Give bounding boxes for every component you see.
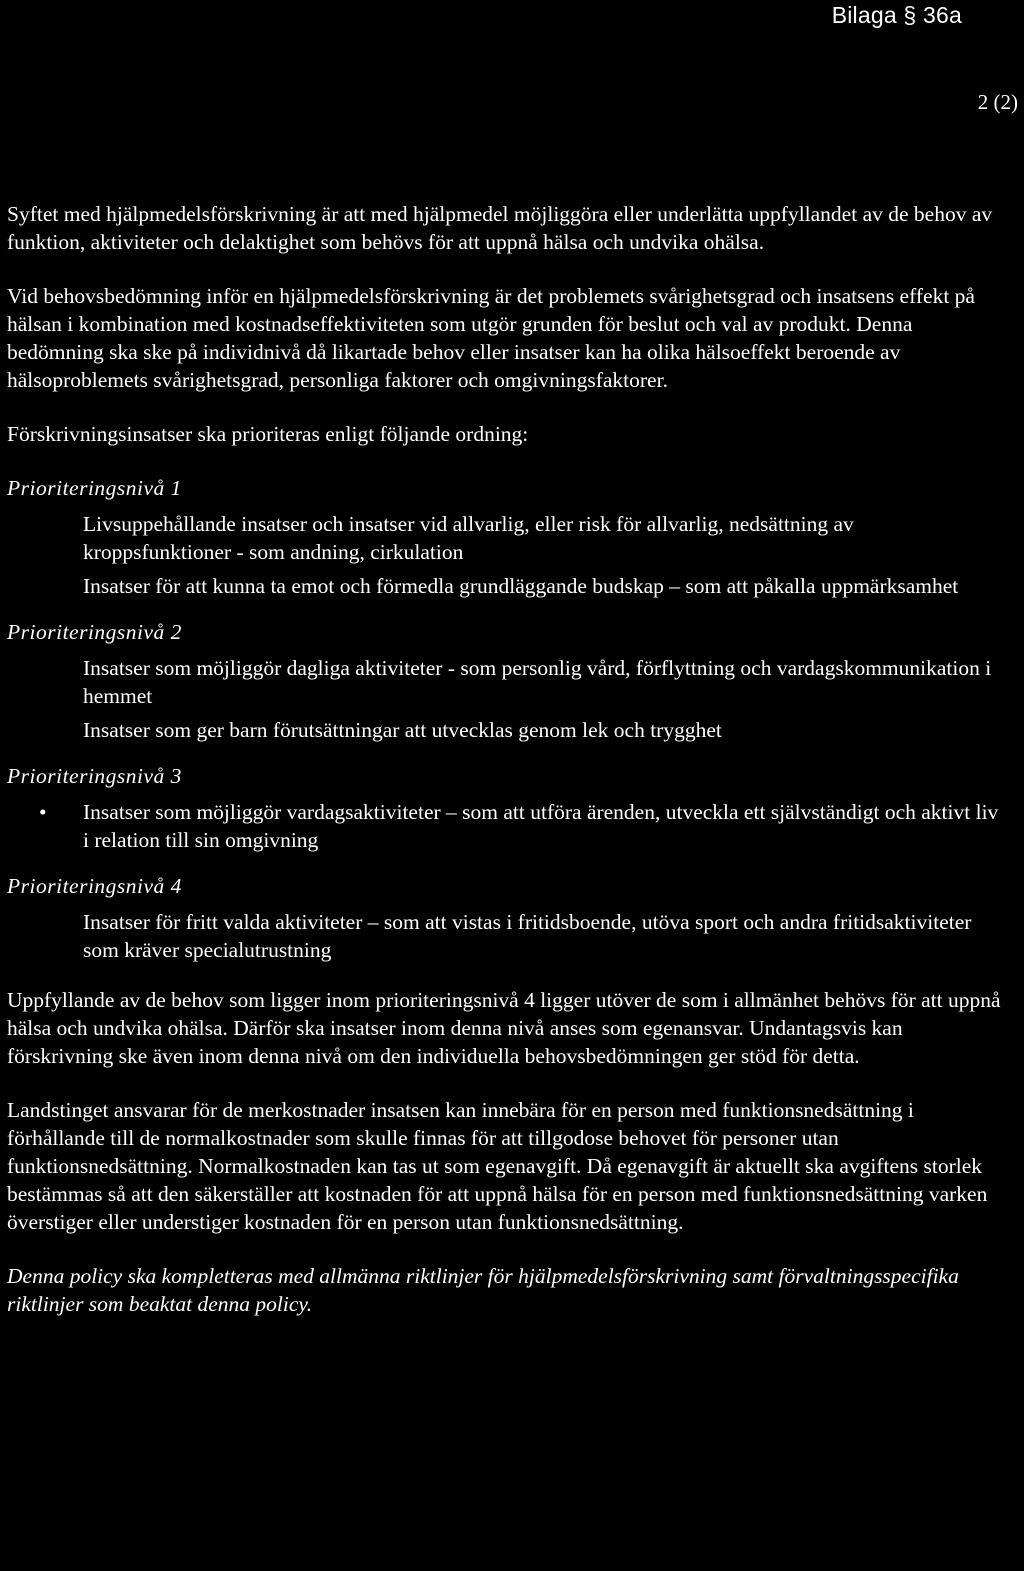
bullet-icon: • (39, 800, 47, 824)
priority-item-text: Insatser som möjliggör vardagsaktiviteter – som att utföra ärenden, utveckla ett självständigt och aktivt liv i relation till sin omgivning (83, 800, 999, 852)
paragraph-extra-costs: Landstinget ansvarar för de merkostnader insatsen kan innebära för en person med funktionsnedsättning i förhållande till de normalkostnader som skulle finnas för att tillgodose behovet för personer utan funktionsnedsättning. Normalkostnaden kan tas ut som egenavgift. Då egenavgift är aktuellt ska avgiftens storlek bestämmas så att den säkerställer att kostnaden för att uppnå hälsa för en person med funktionsnedsättning varken överstiger eller understiger kostnaden för en person utan funktionsnedsättning. (7, 1098, 988, 1234)
priority-item: Insatser som ger barn förutsättningar att utvecklas genom lek och trygghet (83, 718, 722, 742)
paragraph-assessment: Vid behovsbedömning inför en hjälpmedelsförskrivning är det problemets svårighetsgrad och insatsens effekt på hälsan i kombination med kostnadseffektiviteten som utgör grunden för beslut och val av produkt. Denna bedömning ska ske på individnivå då likartade behov eller insatser kan ha olika hälsoeffekt beroende av hälsoproblemets svårighetsgrad, personliga faktorer och omgivningsfaktorer. (7, 284, 975, 392)
priority-level-heading: Prioriteringsnivå 1 (7, 476, 182, 500)
attachment-label: Bilaga § 36a (831, 2, 962, 28)
priority-level-heading: Prioriteringsnivå 3 (7, 764, 182, 788)
priority-item (39, 798, 1007, 854)
priority-item: Insatser för fritt valda aktiviteter – som att vistas i fritidsboende, utöva sport och andra fritidsaktiviteter som kräver specialutrustning (83, 910, 972, 962)
priority-item: Insatser för att kunna ta emot och förmedla grundläggande budskap – som att påkalla uppmärksamhet (83, 574, 959, 598)
priority-level-4 (7, 872, 1007, 964)
paragraph-level-4-responsibility: Uppfyllande av de behov som ligger inom prioriteringsnivå 4 ligger utöver de som i allmänhet behövs för att uppnå hälsa och undvika ohälsa. Därför ska insatser inom denna nivå anses som egenansvar. Undantagsvis kan förskrivning ske även inom denna nivå om den individuella behovsbedömningen ger stöd för detta. (7, 988, 1001, 1068)
priority-level-heading: Prioriteringsnivå 4 (7, 874, 182, 898)
priority-item: Insatser som möjliggör dagliga aktiviteter - som personlig vård, förflyttning och vardagskommunikation i hemmet (83, 656, 992, 708)
priority-level-3 (7, 762, 1007, 854)
priority-level-1 (7, 474, 1007, 600)
priority-item: Livsuppehållande insatser och insatser vid allvarlig, eller risk för allvarlig, nedsättning av kroppsfunktioner - som andning, cirkulation (83, 512, 854, 564)
paragraph-purpose: Syftet med hjälpmedelsförskrivning är att med hjälpmedel möjliggöra eller underlätta uppfyllandet av de behov av funktion, aktiviteter och delaktighet som behövs för att uppnå hälsa och undvika ohälsa. (7, 202, 993, 254)
closing-statement: Denna policy ska kompletteras med allmänna riktlinjer för hjälpmedelsförskrivning samt förvaltningsspecifika riktlinjer som beaktat denna policy. (7, 1264, 959, 1316)
document-body (7, 200, 1007, 1318)
paragraph-priority-intro: Förskrivningsinsatser ska prioriteras enligt följande ordning: (7, 422, 529, 446)
priority-level-heading: Prioriteringsnivå 2 (7, 620, 182, 644)
page-number: 2 (2) (977, 90, 1018, 114)
priority-level-2 (7, 618, 1007, 744)
